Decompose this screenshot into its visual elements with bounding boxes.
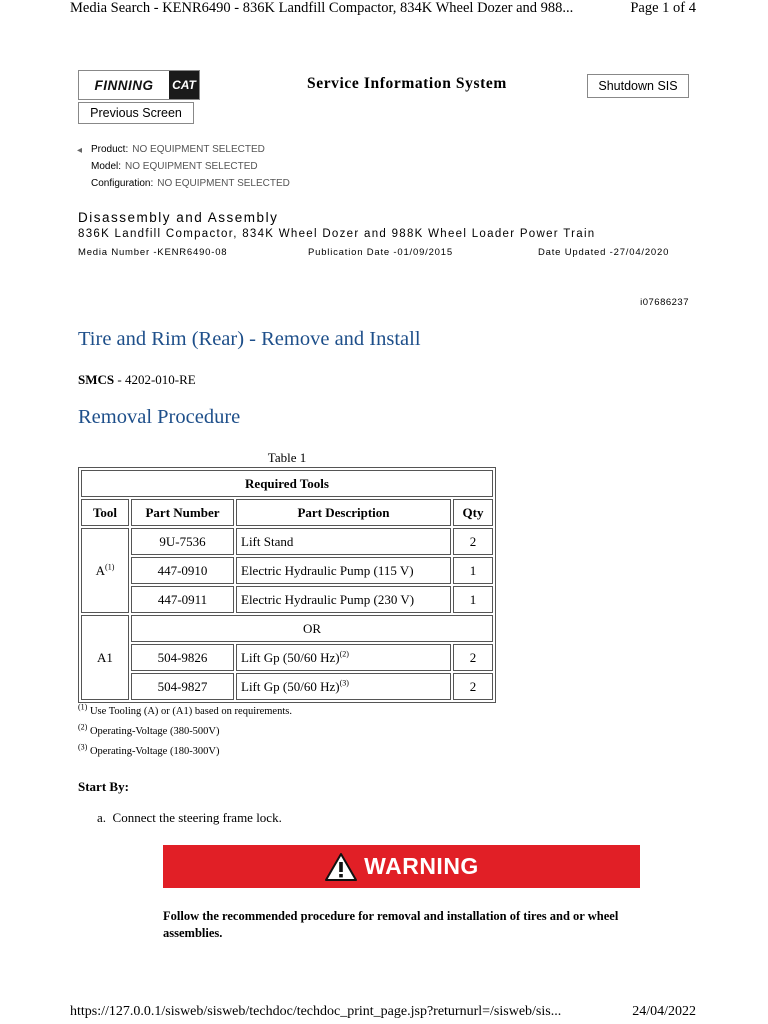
tool-cell: A1 — [81, 615, 129, 700]
product-label: Product: — [91, 144, 129, 155]
configuration-label: Configuration: — [91, 178, 154, 189]
product-value: NO EQUIPMENT SELECTED — [132, 144, 265, 155]
or-cell: OR — [131, 615, 493, 642]
qty-cell: 1 — [453, 557, 493, 584]
table-row — [81, 644, 493, 671]
footnote-1: $^{(1)}$ Use Tooling (A) or (A1) based on requirements. — [78, 702, 292, 717]
page-title: Tire and Rim (Rear) - Remove and Install — [78, 328, 421, 350]
qty-cell: 2 — [453, 528, 493, 555]
warning-label: WARNING — [364, 853, 479, 879]
smcs-code — [78, 372, 196, 388]
print-header-page: Page 1 of 4 — [630, 0, 696, 16]
part-number-cell: 9U-7536 — [131, 528, 234, 555]
table-caption: Table 1 — [267, 450, 307, 465]
step-a-label: a. — [97, 810, 107, 825]
table-row — [81, 586, 493, 613]
table-row — [81, 528, 493, 555]
document-subtitle: 836K Landfill Compactor, 834K Wheel Dozer and 988K Wheel Loader Power Train — [78, 228, 596, 240]
print-header-title: Media Search - KENR6490 - 836K Landfill Compactor, 834K Wheel Dozer and 988... — [70, 0, 574, 16]
configuration-row — [91, 178, 290, 189]
collapse-chevron-icon[interactable]: ◂ — [77, 145, 83, 156]
part-description-cell: Electric Hydraulic Pump (115 V) — [236, 557, 451, 584]
part-description-cell: Electric Hydraulic Pump (230 V) — [236, 586, 451, 613]
warning-triangle-icon — [324, 852, 358, 882]
logo-finning: FINNING — [94, 77, 154, 93]
media-number: Media Number -KENR6490-08 — [78, 247, 228, 258]
table-row — [81, 557, 493, 584]
publication-date: Publication Date -01/09/2015 — [308, 247, 453, 258]
product-row — [91, 144, 265, 155]
document-kind: Disassembly and Assembly — [78, 210, 279, 225]
model-row — [91, 161, 258, 172]
qty-cell: 1 — [453, 586, 493, 613]
table-header: Required Tools — [81, 470, 493, 497]
step-a — [97, 810, 282, 826]
configuration-value: NO EQUIPMENT SELECTED — [157, 178, 290, 189]
part-number-cell: 504-9827 — [131, 673, 234, 700]
footer-url: https://127.0.0.1/sisweb/sisweb/techdoc/techdoc_print_page.jsp?returnurl=/sisweb/sis... — [70, 1004, 562, 1019]
reference-id: i07686237 — [640, 297, 689, 308]
table-row — [81, 615, 493, 642]
shutdown-sis-button[interactable]: Shutdown SIS — [587, 74, 689, 98]
qty-cell: 2 — [453, 673, 493, 700]
part-number-cell: 447-0911 — [131, 586, 234, 613]
date-updated: Date Updated -27/04/2020 — [538, 247, 670, 258]
required-tools-table — [78, 467, 496, 703]
column-header-qty: Qty — [453, 499, 493, 526]
part-description-cell: Lift Gp (50/60 Hz)$^{(2)}$ — [236, 644, 451, 671]
sis-title: Service Information System — [307, 75, 507, 92]
removal-procedure-heading: Removal Procedure — [78, 406, 241, 428]
footer-date: 24/04/2022 — [632, 1004, 696, 1019]
model-label: Model: — [91, 161, 122, 172]
logo-cat: CAT — [169, 71, 199, 99]
column-header-part-number: Part Number — [131, 499, 234, 526]
part-number-cell: 504-9826 — [131, 644, 234, 671]
tool-cell: $A^{(1)}$ — [81, 528, 129, 613]
smcs-label: SMCS — [78, 372, 115, 387]
model-value: NO EQUIPMENT SELECTED — [125, 161, 258, 172]
warning-banner — [163, 845, 640, 888]
qty-cell: 2 — [453, 644, 493, 671]
warning-body: Follow the recommended procedure for removal and installation of tires and or wheel assemblies. — [163, 909, 619, 940]
start-by-heading: Start By: — [78, 779, 129, 794]
footnote-2: $^{(2)}$ Operating-Voltage (380-500V) — [78, 722, 220, 737]
step-a-text: Connect the steering frame lock. — [112, 810, 282, 825]
footnote-3: $^{(3)}$ Operating-Voltage (180-300V) — [78, 742, 220, 757]
part-description-cell: Lift Stand — [236, 528, 451, 555]
finning-cat-logo — [78, 70, 200, 100]
part-number-cell: 447-0910 — [131, 557, 234, 584]
column-header-part-description: Part Description — [236, 499, 451, 526]
previous-screen-button[interactable]: Previous Screen — [78, 102, 194, 124]
table-row — [81, 673, 493, 700]
column-header-tool: Tool — [81, 499, 129, 526]
smcs-value: - 4202-010-RE — [114, 372, 196, 387]
part-description-cell: Lift Gp (50/60 Hz)$^{(3)}$ — [236, 673, 451, 700]
